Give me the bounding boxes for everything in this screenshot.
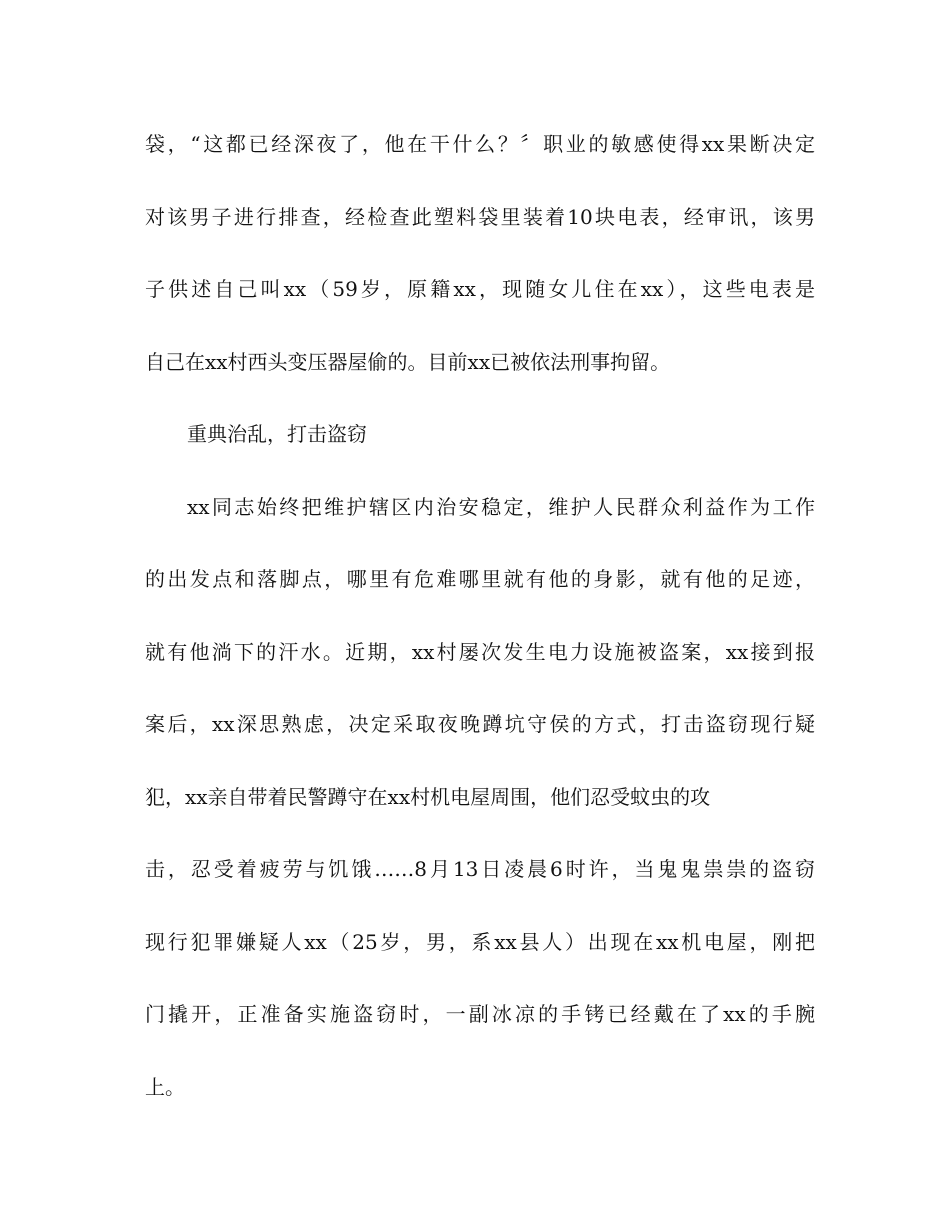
paragraph-line-2: 对该男子进行排查，经检查此塑料袋里装着10块电表，经审讯，该男: [145, 204, 815, 229]
paragraph-line-13: 门撬开，正准备实施盗窃时，一副冰凉的手铐已经戴在了xx的手腕: [145, 1002, 815, 1026]
section-heading: 重典治乱，打击盗窃: [187, 422, 367, 446]
paragraph-line-3: 子供述自己叫xx（59岁，原籍xx，现随女儿住在xx），这些电表是: [145, 277, 815, 301]
paragraph-line-6: xx同志始终把维护辖区内治安稳定，维护人民群众利益作为工作: [187, 494, 815, 519]
paragraph-line-12: 现行犯罪嫌疑人xx（25岁，男，系xx县人）出现在xx机电屋，刚把: [145, 929, 815, 954]
document-body: [145, 120, 815, 1135]
paragraph-line-14: 上。: [145, 1074, 185, 1099]
paragraph-line-4: 自己在xx村西头变压器屋偷的。目前xx已被依法刑事拘留。: [145, 349, 671, 374]
paragraph-line-8: 就有他淌下的汗水。近期，xx村屡次发生电力设施被盗案，xx接到报: [145, 639, 815, 664]
paragraph-line-7: 的出发点和落脚点，哪里有危难哪里就有他的身影，就有他的足迹，: [145, 567, 815, 591]
paragraph-line-1: 袋，“这都已经深夜了，他在干什么？〞职业的敏感使得xx果断决定: [145, 132, 815, 156]
paragraph-line-9: 案后，xx深思熟虑，决定采取夜晚蹲坑守侯的方式，打击盗窃现行疑: [145, 712, 815, 736]
paragraph-line-10: 犯，xx亲自带着民警蹲守在xx村机电屋周围，他们忍受蚊虫的攻: [145, 784, 711, 809]
paragraph-line-11: 击，忍受着疲劳与饥饿……8月13日凌晨6时许，当鬼鬼祟祟的盗窃: [145, 857, 815, 881]
